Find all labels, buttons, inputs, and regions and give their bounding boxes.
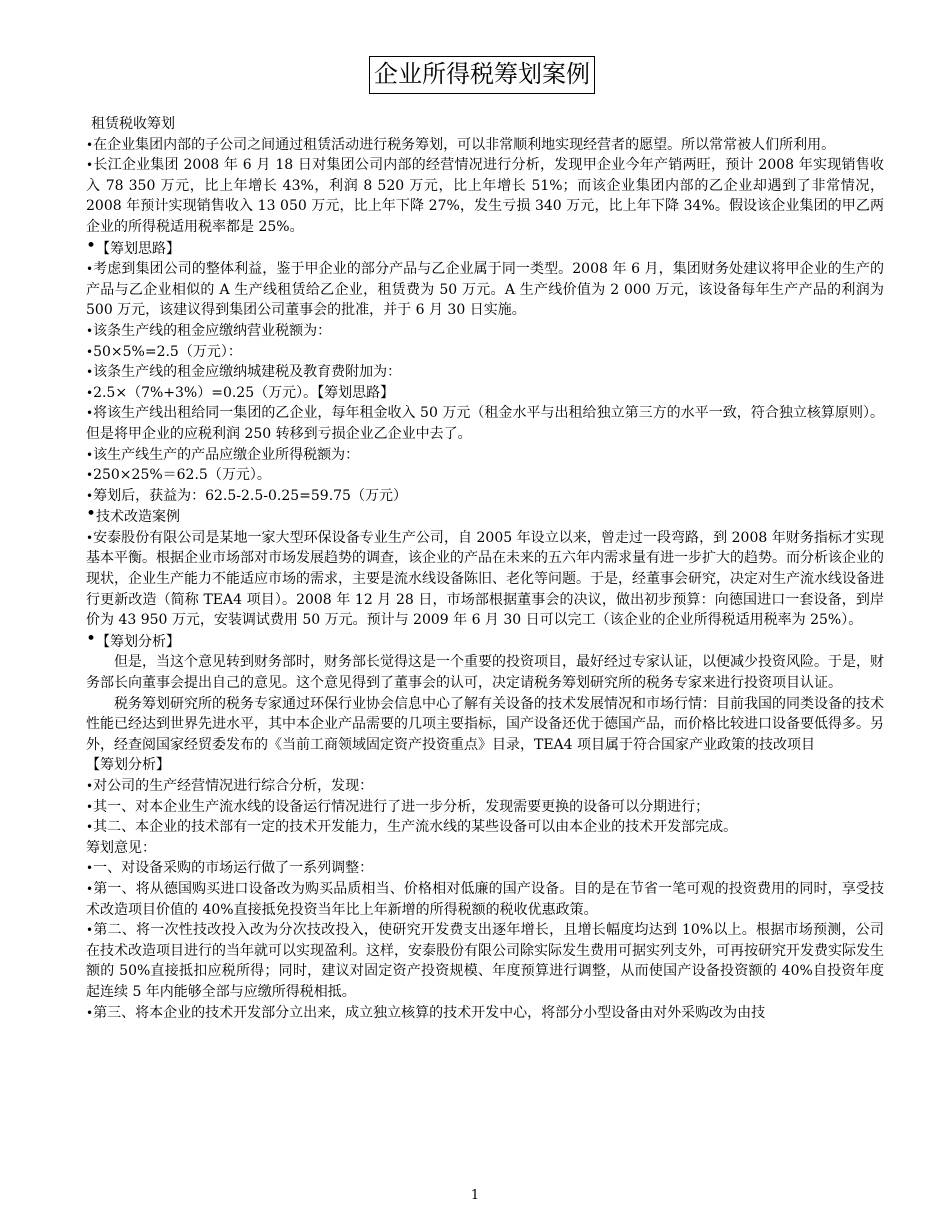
- bullet-paragraph: • 第三、将本企业的技术开发部分立出来，成立独立核算的技术开发中心，将部分小型设备由对外采购改为由技: [86, 1003, 884, 1024]
- bullet-paragraph: • 第二、将一次性技改投入改为分次技改投入，使研究开发费支出逐年增长，且增长幅度均达到 10%以上。根据市场预测，公司在技术改造项目进行的当年就可以实现盈利。这样，安泰股份有限公司除实际发生费用可据实列支外，可再按研究开发费实际发生额的 50%直接抵扣应税所得；同时，建议对固定资产投资规模、年度预算进行调整，从而使国产设备投资额的 40%自投资年度起连续 5 年内能够全部与应缴所得税相抵。: [86, 920, 884, 1002]
- bullet-heading: • 【筹划分析】: [86, 631, 884, 653]
- bullet-paragraph: • 筹划后，获益为：62.5-2.5-0.25=59.75（万元）: [86, 486, 884, 507]
- title-box: [369, 56, 595, 94]
- paragraph: 租赁税收筹划: [91, 116, 175, 132]
- bullet-paragraph: • 第一、将从德国购买进口设备改为购买品质相当、价格相对低廉的国产设备。目的是在节省一笔可观的投资费用的同时，享受技术改造项目价值的 40%直接抵免投资当年比上年新增的所得税额的税收优惠政策。: [86, 879, 884, 920]
- indented-paragraph: 但是，当这个意见转到财务部时，财务部长觉得这是一个重要的投资项目，最好经过专家认证，以便减少投资风险。于是，财务部长向董事会提出自己的意见。这个意见得到了董事会的认可，决定请税务筹划研究所的税务专家来进行投资项目认证。: [86, 654, 884, 692]
- page-number: 1: [470, 1188, 480, 1203]
- bullet-paragraph: • 安泰股份有限公司是某地一家大型环保设备专业生产公司，自 2005 年设立以来，曾走过一段弯路，到 2008 年财务指标才实现基本平衡。根据企业市场部对市场发展趋势的调查，该企业的产品在未来的五六年内需求量有进一步扩大的趋势。而分析该企业的现状，企业生产能力不能适应市场的需求，主要是流水线设备陈旧、老化等问题。于是，经董事会研究，决定对生产流水线设备进行更新改造（简称 TEA4 项目）。2008 年 12 月 28 日，市场部根据董事会的决议，做出初步预算：向德国进口一套设备，到岸价为 43 950 万元，安装调试费用 50 万元。预计与 2009 年 6 月 30 日可以完工（该企业的企业所得税适用税率为 25%）。: [86, 528, 884, 631]
- bullet-paragraph: • 50×5%=2.5（万元）：: [86, 342, 884, 363]
- bullet-paragraph: • 一、对设备采购的市场运行做了一系列调整：: [86, 858, 884, 879]
- bullet-paragraph: • 该生产线生产的产品应缴企业所得税额为：: [86, 445, 884, 466]
- bullet-heading: • 【筹划思路】: [86, 238, 884, 260]
- bullet-paragraph: • 其二、本企业的技术部有一定的技术开发能力，生产流水线的某些设备可以由本企业的技术开发部完成。: [86, 817, 884, 838]
- document-body: [86, 114, 884, 1023]
- bullet-paragraph: • 其一、对本企业生产流水线的设备运行情况进行了进一步分析，发现需要更换的设备可以分期进行；: [86, 797, 884, 818]
- bullet-paragraph: • 该条生产线的租金应缴纳城建税及教育费附加为：: [86, 362, 884, 383]
- page-title: 企业所得税筹划案例: [374, 60, 590, 88]
- bullet-paragraph: • 长江企业集团 2008 年 6 月 18 日对集团公司内部的经营情况进行分析，发现甲企业今年产销两旺，预计 2008 年实现销售收入 78 350 万元，比上年增长 43%，利润 8 520 万元，比上年增长 51%；而该企业集团内部的乙企业却遇到了非常情况，2008 年预计实现销售收入 13 050 万元，比上年下降 27%，发生亏损 340 万元，比上年下降 34%。假设该企业集团的甲乙两企业的所得税适用税率都是 25%。: [86, 155, 884, 237]
- section-heading: 筹划意见：: [86, 839, 156, 856]
- bullet-paragraph: • 将该生产线出租给同一集团的乙企业，每年租金收入 50 万元（租金水平与出租给独立第三方的水平一致，符合独立核算原则）。但是将甲企业的应税利润 250 转移到亏损企业乙企业中去了。: [86, 403, 884, 444]
- bullet-paragraph: • 对公司的生产经营情况进行综合分析，发现：: [86, 776, 884, 797]
- indented-paragraph: 税务筹划研究所的税务专家通过环保行业协会信息中心了解有关设备的技术发展情况和市场行情：目前我国的同类设备的技术性能已经达到世界先进水平，其中本企业产品需要的几项主要指标，国产设备还优于德国产品，而价格比较进口设备要低得多。另外，经查阅国家经贸委发布的《当前工商领域固定资产投资重点》目录，TEA4 项目属于符合国家产业政策的技改项目: [86, 695, 884, 753]
- bullet-paragraph: • 考虑到集团公司的整体利益，鉴于甲企业的部分产品与乙企业属于同一类型。2008 年 6 月，集团财务处建议将甲企业的生产的产品与乙企业相似的 A 生产线租赁给乙企业，租赁费为 50 万元。A 生产线价值为 2 000 万元，该设备每年生产产品的利润为 500 万元，该建议得到集团公司董事会的批准，并于 6 月 30 日实施。: [86, 259, 884, 321]
- bullet-heading: • 技术改造案例: [86, 506, 884, 528]
- bullet-paragraph: • 2.5×（7%+3%）=0.25（万元）。【筹划思路】: [86, 383, 884, 404]
- section-heading: 【筹划分析】: [86, 757, 170, 774]
- bullet-paragraph: • 在企业集团内部的子公司之间通过租赁活动进行税务筹划，可以非常顺利地实现经营者的愿望。所以常常被人们所利用。: [86, 135, 884, 156]
- bullet-paragraph: • 250×25%＝62.5（万元）。: [86, 465, 884, 486]
- bullet-paragraph: • 该条生产线的租金应缴纳营业税额为：: [86, 321, 884, 342]
